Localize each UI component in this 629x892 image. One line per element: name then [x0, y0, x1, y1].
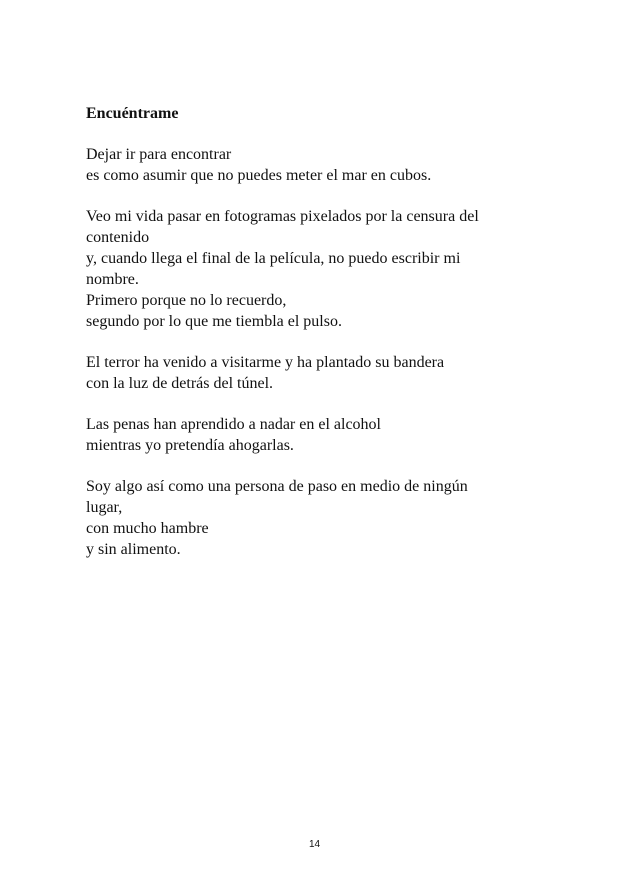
poem-line: Primero porque no lo recuerdo, — [86, 292, 287, 309]
poem-line: con mucho hambre — [86, 520, 209, 537]
poem-line: nombre. — [86, 271, 139, 288]
page-number: 14 — [308, 839, 321, 850]
stanza — [86, 476, 546, 560]
poem-line: El terror ha venido a visitarme y ha plantado su bandera — [86, 354, 445, 371]
poem-line: lugar, — [86, 499, 123, 516]
stanza — [86, 352, 546, 394]
stanza — [86, 144, 546, 186]
poem-line: Las penas han aprendido a nadar en el alcohol — [86, 416, 381, 433]
stanza — [86, 414, 546, 456]
poem-line: Veo mi vida pasar en fotogramas pixelados por la censura del — [86, 208, 479, 225]
poem-line: Dejar ir para encontrar — [86, 146, 232, 163]
poem-line: Soy algo así como una persona de paso en medio de ningún — [86, 478, 468, 495]
poem-title: Encuéntrame — [86, 105, 179, 122]
poem-line: y sin alimento. — [86, 541, 181, 558]
poem-line: y, cuando llega el final de la película, no puedo escribir mi — [86, 250, 461, 267]
poem-line: es como asumir que no puedes meter el mar en cubos. — [86, 167, 432, 184]
poem-line: con la luz de detrás del túnel. — [86, 375, 274, 392]
stanza — [86, 206, 546, 332]
poem-line: segundo por lo que me tiembla el pulso. — [86, 313, 342, 330]
poem-line: contenido — [86, 229, 150, 246]
poem — [86, 103, 546, 580]
poem-line: mientras yo pretendía ahogarlas. — [86, 437, 294, 454]
